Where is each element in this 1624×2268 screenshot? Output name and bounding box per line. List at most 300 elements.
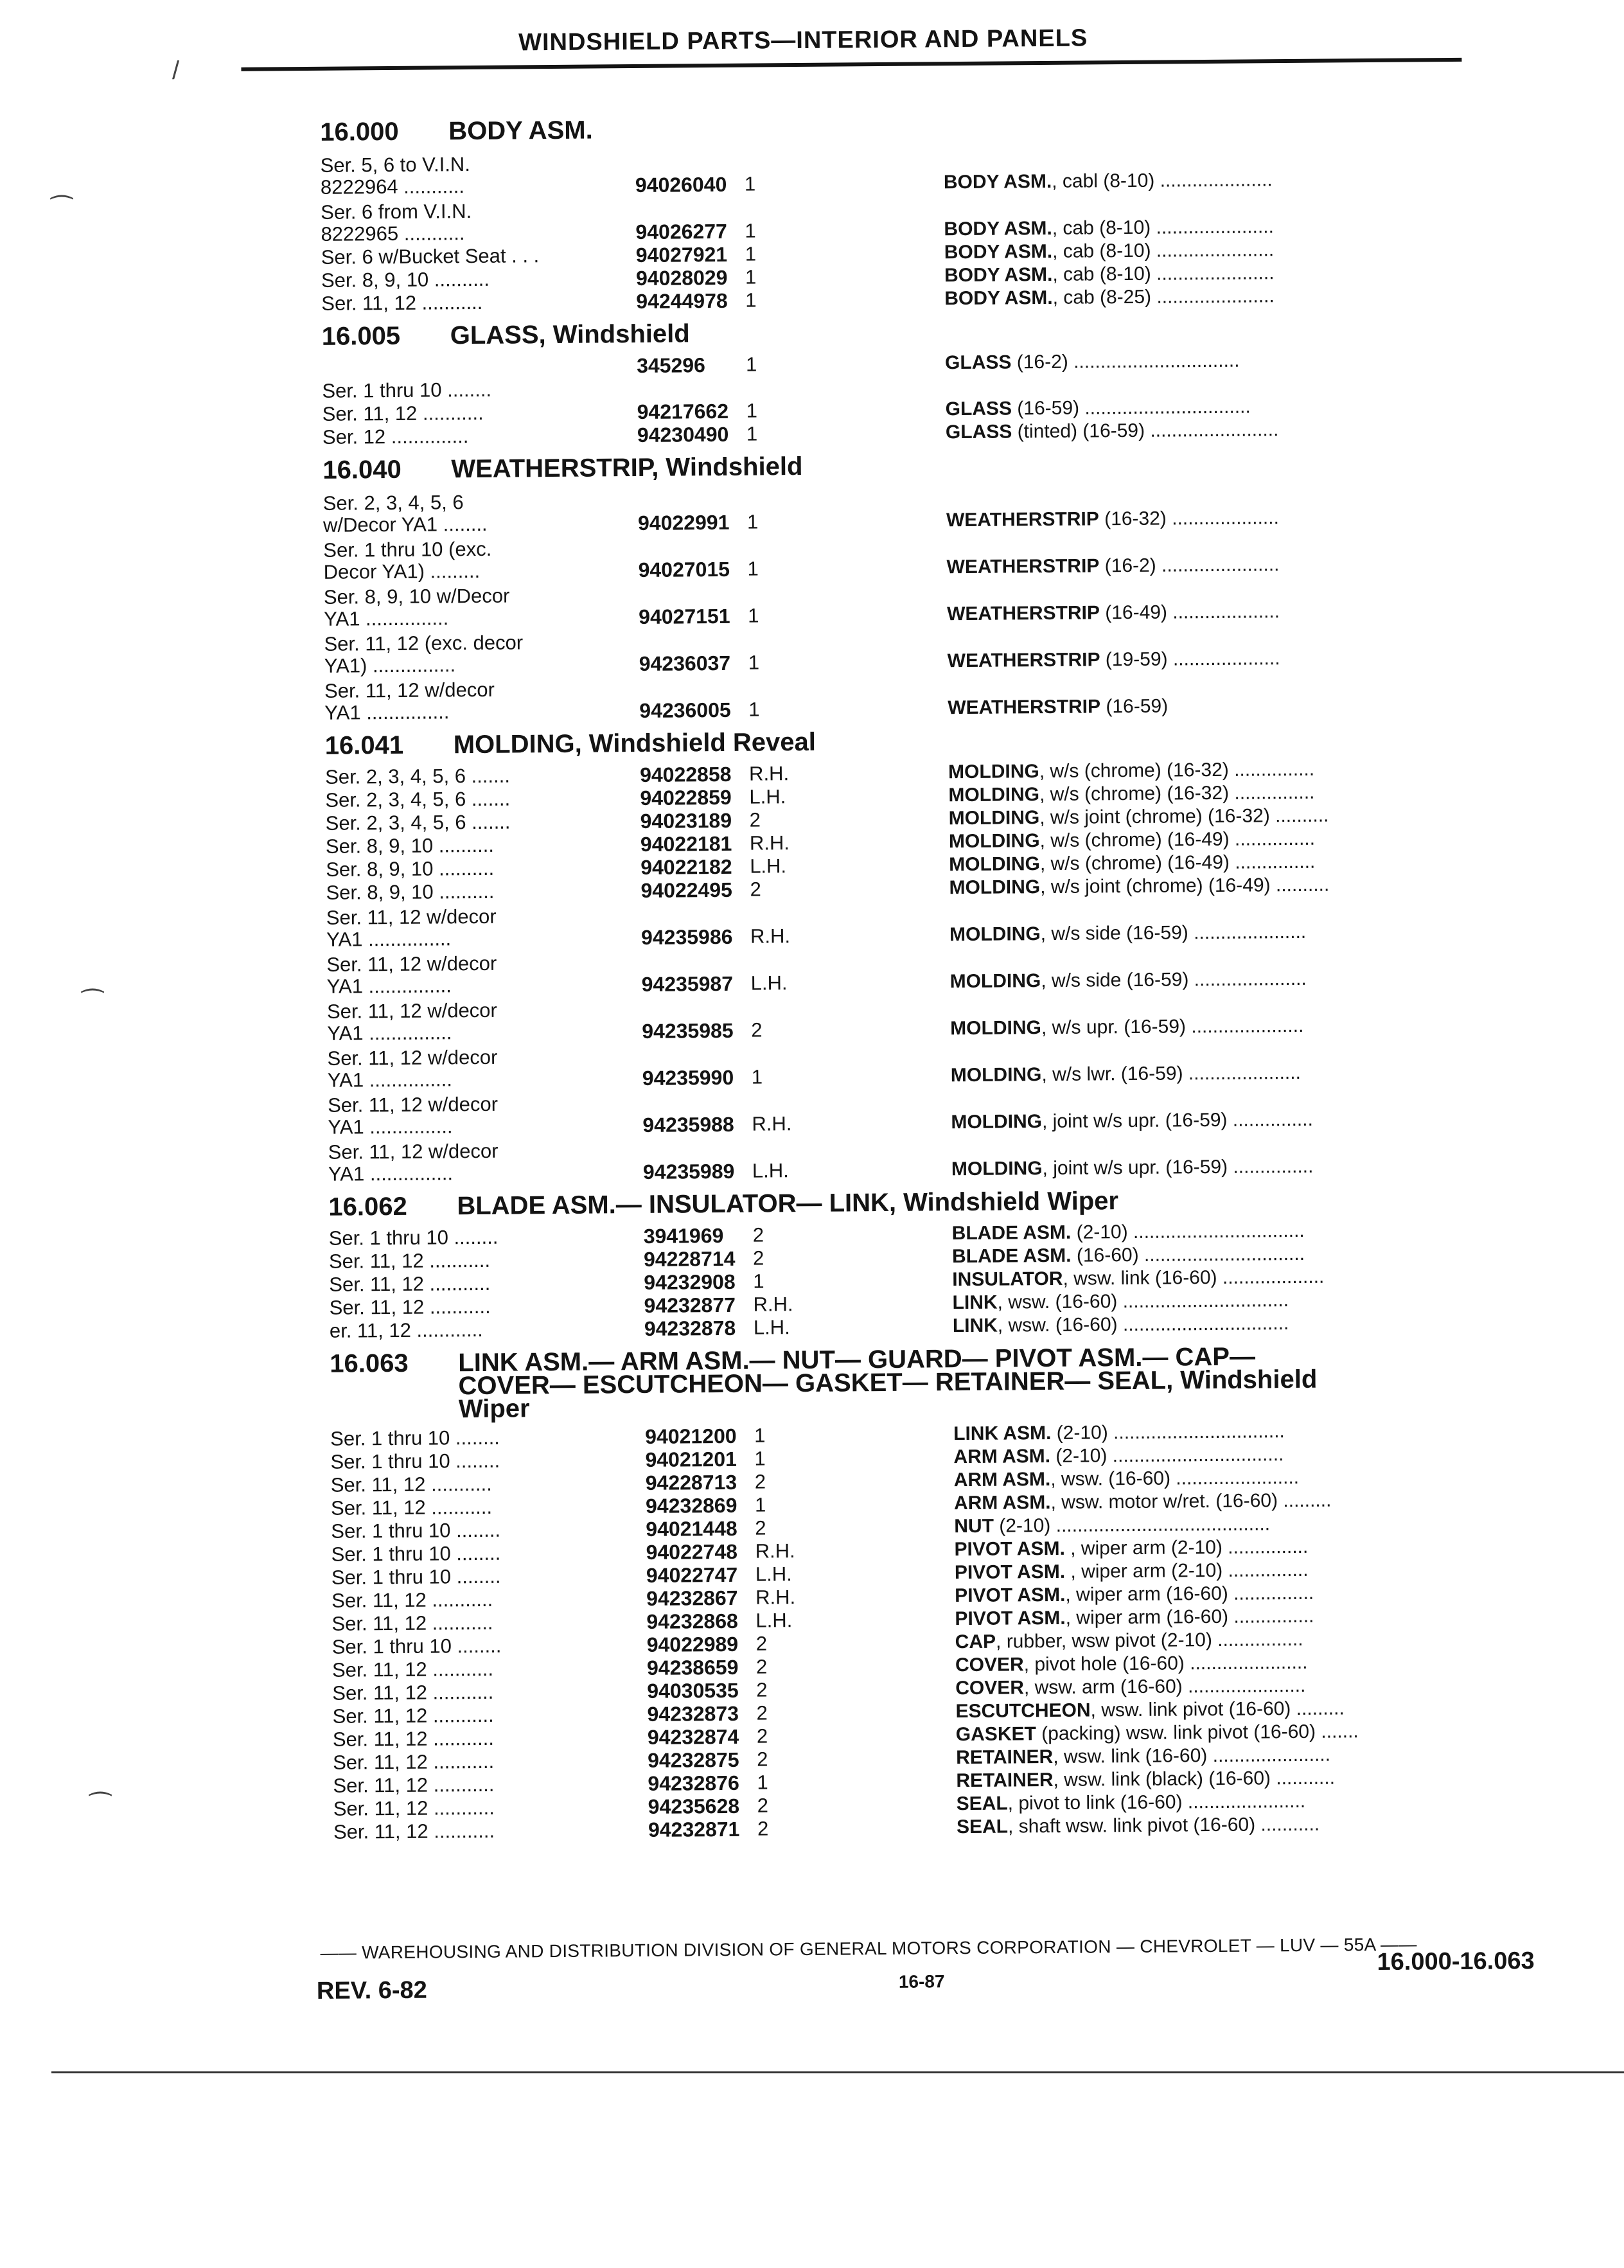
part-name: BLADE ASM. [951, 1221, 1072, 1245]
part-number: 94235989 [642, 1159, 735, 1183]
quantity: 1 [745, 219, 756, 242]
part-description [957, 1812, 1515, 1838]
part-description [946, 394, 1505, 420]
application-condition: Ser. 11, 12 ........... [332, 1680, 494, 1705]
application-condition: Ser. 1 thru 10 ........ [331, 1518, 501, 1543]
application-condition: Ser. 1 thru 10 ........ [322, 378, 492, 402]
table-row [320, 142, 1503, 198]
part-detail: (16-59) ............................... [1011, 396, 1251, 420]
application-condition: er. 11, 12 ............ [329, 1318, 483, 1342]
quantity: 1 [745, 242, 757, 265]
quantity: L.H. [749, 785, 786, 808]
application-condition: Ser. 11, 12 ........... [333, 1819, 495, 1843]
part-number: 94030535 [647, 1678, 739, 1703]
part-number: 94235990 [642, 1065, 734, 1090]
application-condition: Ser. 11, 12 ........... [328, 1248, 491, 1273]
section-heading [325, 722, 1507, 759]
quantity: 2 [749, 808, 761, 831]
table-row [327, 988, 1510, 1044]
part-name: MOLDING [948, 761, 1039, 783]
section-16.041 [325, 722, 1510, 1185]
part-description [946, 417, 1505, 443]
section-number: 16.062 [328, 1192, 407, 1221]
part-number: 94022495 [640, 878, 733, 902]
part-detail: (tinted) (16-59) ........................ [1012, 419, 1279, 443]
part-name: ESCUTCHEON [955, 1699, 1091, 1723]
part-number: 94235988 [642, 1112, 734, 1137]
scan-mark: ⁀ [51, 197, 73, 225]
part-detail: (2-10) ........................................ [993, 1513, 1271, 1537]
application-condition: Ser. 11, 12 w/decor YA1 ............... [326, 952, 497, 998]
quantity: 1 [754, 1447, 766, 1470]
part-description [949, 849, 1508, 876]
application-condition: Ser. 8, 9, 10 .......... [326, 880, 495, 904]
part-description [949, 803, 1508, 829]
part-description [955, 1604, 1514, 1630]
part-detail: (16-59) [1100, 695, 1169, 718]
part-number: 94232871 [648, 1817, 740, 1841]
part-number: 94021201 [645, 1447, 737, 1471]
application-condition: Ser. 11, 12 ........... [333, 1750, 495, 1774]
part-detail: (2-10) ................................ [1051, 1421, 1285, 1444]
part-description [948, 757, 1507, 783]
part-description [955, 1557, 1514, 1584]
part-detail: , w/s lwr. (16-59) ..................... [1041, 1061, 1301, 1086]
quantity: 2 [757, 1748, 768, 1771]
part-detail: , pivot hole (16-60) ...................... [1023, 1651, 1308, 1676]
part-number: 94235985 [642, 1018, 734, 1043]
part-description [956, 1742, 1515, 1769]
part-number: 94022859 [640, 785, 732, 810]
part-description [952, 1288, 1511, 1314]
quantity: L.H. [755, 1563, 792, 1586]
quantity: 1 [757, 1771, 768, 1794]
quantity: R.H. [750, 925, 791, 948]
part-name: BODY ASM. [944, 263, 1053, 287]
part-detail: (packing) wsw. link pivot (16-60) ....... [1036, 1721, 1359, 1745]
part-number: 94023189 [640, 808, 732, 833]
table-row [326, 894, 1509, 950]
part-detail: (16-2) ............................... [1011, 350, 1240, 373]
part-detail: , wsw. (16-60) ............................... [997, 1289, 1289, 1313]
part-description [944, 214, 1503, 240]
application-condition: Ser. 6 from V.I.N. 8222965 ........... [321, 200, 472, 245]
section-16.005 [322, 313, 1505, 448]
part-description [945, 348, 1504, 374]
application-condition: Ser. 2, 3, 4, 5, 6 ....... [325, 810, 511, 835]
part-description [950, 966, 1509, 993]
quantity: 1 [754, 1424, 766, 1447]
application-condition: Ser. 11, 12 w/decor YA1 ............... [324, 678, 495, 724]
part-number: 94232877 [644, 1293, 736, 1317]
quantity: L.H. [750, 855, 787, 878]
section-number: 16.005 [321, 321, 401, 351]
part-description [950, 1013, 1509, 1040]
part-number: 94022747 [646, 1563, 738, 1587]
part-name: BODY ASM. [944, 217, 1052, 240]
footer-revision: REV. 6-82 [316, 1976, 427, 2005]
part-name: RETAINER [956, 1746, 1054, 1769]
part-number: 94232873 [647, 1701, 739, 1726]
application-condition: Ser. 2, 3, 4, 5, 6 w/Decor YA1 ........ [322, 491, 488, 536]
application-condition: Ser. 11, 12 ........... [329, 1295, 491, 1319]
quantity: 2 [754, 1470, 766, 1493]
part-detail: , cabl (8-10) ..................... [1052, 169, 1273, 192]
part-detail: (16-60) .............................. [1071, 1243, 1305, 1266]
quantity: 1 [748, 698, 760, 721]
part-detail: , rubber, wsw pivot (2-10) ................ [995, 1628, 1303, 1652]
part-detail: , wiper arm (2-10) ............... [1064, 1536, 1309, 1559]
application-condition: Ser. 11, 12 ........... [332, 1726, 495, 1751]
part-name: PIVOT ASM. [954, 1537, 1065, 1561]
section-number: 16.040 [322, 455, 402, 484]
application-condition: Ser. 1 thru 10 ........ [331, 1634, 502, 1658]
part-detail: , wsw. (16-60) ....................... [1050, 1466, 1300, 1490]
part-number: 94021200 [645, 1424, 737, 1448]
application-condition: Ser. 11, 12 w/decor YA1 ............... [326, 998, 497, 1045]
part-name: GLASS [945, 398, 1012, 420]
part-number: 94232878 [644, 1316, 736, 1340]
parts-table [325, 756, 1510, 1185]
part-detail: , w/s (chrome) (16-32) ............... [1039, 758, 1315, 783]
application-condition: Ser. 11, 12 ........... [329, 1271, 491, 1296]
part-detail: (19-59) .................... [1100, 648, 1280, 671]
part-detail: , pivot to link (16-60) ...................... [1007, 1790, 1306, 1814]
part-description [946, 505, 1505, 531]
part-number: 94026040 [635, 172, 727, 197]
part-name: GLASS [944, 351, 1012, 374]
parts-table [320, 142, 1503, 314]
part-number: 94232869 [645, 1493, 737, 1518]
part-description [957, 1789, 1515, 1815]
section-title: WEATHERSTRIP, Windshield [451, 452, 803, 484]
part-number: 94238659 [646, 1655, 739, 1679]
part-detail: , wsw. link (16-60) ................... [1063, 1266, 1325, 1289]
part-number: 94236005 [639, 698, 731, 722]
quantity: R.H. [755, 1539, 795, 1563]
part-description [956, 1766, 1515, 1792]
section-16.000 [320, 109, 1503, 314]
part-number: 345296 [636, 353, 706, 377]
scan-mark: / [172, 57, 180, 85]
part-name: WEATHERSTRIP [947, 649, 1100, 672]
part-name: MOLDING [950, 1064, 1042, 1086]
part-name: MOLDING [948, 807, 1040, 829]
part-number: 94027015 [638, 557, 730, 581]
part-description [949, 826, 1508, 853]
quantity: 1 [747, 557, 759, 580]
application-condition: Ser. 1 thru 10 ........ [331, 1541, 501, 1566]
part-number: 94228713 [645, 1470, 737, 1494]
application-condition: Ser. 8, 9, 10 .......... [326, 856, 495, 881]
quantity: 1 [745, 353, 757, 376]
part-description [948, 646, 1506, 672]
part-detail: , shaft wsw. link pivot (16-60) ........... [1007, 1813, 1320, 1838]
quantity: R.H. [748, 762, 790, 785]
application-condition: Ser. 12 .............. [322, 425, 469, 448]
part-detail: , joint w/s upr. (16-59) ............... [1042, 1155, 1314, 1180]
part-number: 94232867 [646, 1586, 738, 1610]
part-name: WEATHERSTRIP [948, 696, 1101, 719]
application-condition: Ser. 11, 12 w/decor YA1 ............... [326, 905, 497, 951]
part-name: GLASS [945, 421, 1012, 443]
section-16.063 [330, 1340, 1515, 1843]
quantity: 2 [756, 1701, 768, 1724]
quantity: R.H. [749, 831, 790, 855]
part-detail: , cab (8-10) ...................... [1052, 262, 1275, 285]
section-title: MOLDING, Windshield Reveal [453, 727, 816, 759]
section-heading [322, 313, 1504, 350]
application-condition: Ser. 11, 12 w/decor YA1 ............... [327, 1092, 499, 1138]
table-row [327, 1035, 1510, 1091]
part-number: 94244978 [636, 288, 728, 314]
application-condition: Ser. 11, 12 ........... [332, 1703, 494, 1728]
application-condition: Ser. 11, 12 w/decor YA1 ............... [327, 1045, 498, 1092]
part-description [948, 780, 1507, 806]
part-detail: , joint w/s upr. (16-59) ............... [1041, 1108, 1313, 1133]
part-number: 94022181 [640, 831, 732, 856]
footer-publisher: —— WAREHOUSING AND DISTRIBUTION DIVISION OF GENERAL MOTORS CORPORATION — CHEVROLET — LUV — 55A —— [320, 1934, 1417, 1963]
part-name: MOLDING [948, 830, 1040, 853]
application-condition: Ser. 1 thru 10 ........ [330, 1426, 500, 1450]
section-heading [322, 447, 1505, 484]
part-name: INSULATOR [952, 1268, 1063, 1291]
part-detail: , wsw. link (black) (16-60) ........... [1053, 1767, 1336, 1791]
part-name: MOLDING [951, 1111, 1043, 1133]
application-condition: Ser. 11, 12 ........... [331, 1611, 493, 1635]
part-detail: , wiper arm (2-10) ............... [1064, 1559, 1309, 1582]
part-name: SEAL [956, 1793, 1008, 1815]
part-number: 94228714 [643, 1246, 736, 1271]
part-name: MOLDING [949, 853, 1041, 876]
part-number: 94235986 [640, 925, 733, 949]
part-detail: , w/s upr. (16-59) ..................... [1041, 1014, 1304, 1039]
application-condition: Ser. 11, 12 ........... [321, 290, 483, 315]
part-description [949, 873, 1508, 899]
part-detail: (16-49) .................... [1099, 601, 1280, 624]
part-description [952, 1218, 1511, 1245]
part-name: MOLDING [949, 970, 1041, 993]
part-detail: , w/s side (16-59) ..................... [1041, 968, 1307, 992]
scan-mark: ⁀ [82, 990, 103, 1018]
bottom-rule [51, 2071, 1624, 2073]
part-description [953, 1311, 1512, 1337]
part-name: NUT [954, 1515, 994, 1537]
part-name: LINK ASM. [953, 1422, 1052, 1445]
part-number: 94232874 [647, 1724, 739, 1749]
part-number: 94022991 [637, 510, 730, 535]
part-detail: , wsw. motor w/ret. (16-60) ......... [1050, 1489, 1332, 1513]
part-detail: (16-32) .................... [1099, 507, 1279, 530]
part-number: 94232876 [648, 1771, 739, 1795]
part-name: PIVOT ASM. [955, 1584, 1066, 1607]
parts-table [323, 480, 1507, 723]
part-detail: , wsw. arm (16-60) ...................... [1023, 1674, 1306, 1699]
part-description [944, 260, 1503, 287]
part-description [949, 919, 1508, 946]
part-number: 94028029 [635, 265, 728, 290]
table-row [321, 189, 1503, 245]
part-detail: , wiper arm (16-60) ............... [1065, 1582, 1314, 1606]
table-row [328, 1129, 1511, 1185]
application-condition: Ser. 11, 12 ........... [322, 401, 484, 425]
part-description [954, 1465, 1513, 1491]
part-name: PIVOT ASM. [955, 1607, 1066, 1630]
quantity: 1 [754, 1493, 766, 1516]
quantity: 2 [756, 1678, 768, 1701]
application-condition: Ser. 11, 12 ........... [330, 1472, 492, 1496]
part-description [946, 552, 1505, 578]
quantity: 2 [755, 1632, 768, 1655]
table-row [326, 941, 1509, 997]
header-rule [241, 58, 1461, 71]
table-row [323, 480, 1506, 536]
part-description [954, 1488, 1513, 1514]
part-name: BLADE ASM. [951, 1245, 1072, 1268]
part-name: COVER [955, 1654, 1024, 1676]
part-detail: , w/s (chrome) (16-49) ............... [1039, 828, 1316, 852]
part-detail: , w/s (chrome) (16-32) ............... [1039, 781, 1315, 806]
section-title: GLASS, Windshield [450, 319, 690, 350]
quantity: 1 [744, 172, 756, 195]
quantity: 2 [756, 1724, 768, 1748]
part-detail: , w/s joint (chrome) (16-49) .......... [1040, 874, 1330, 898]
part-description [944, 237, 1503, 263]
quantity: 2 [750, 878, 761, 901]
part-description [952, 1264, 1511, 1291]
part-description [951, 1060, 1510, 1086]
part-name: ARM ASM. [953, 1491, 1051, 1514]
part-description [951, 1154, 1510, 1180]
quantity: 1 [753, 1270, 764, 1293]
part-name: MOLDING [950, 1017, 1042, 1040]
quantity: 1 [746, 510, 759, 533]
part-name: WEATHERSTRIP [946, 555, 1100, 578]
part-detail: , w/s (chrome) (16-49) ............... [1039, 851, 1316, 875]
parts-table [329, 1217, 1512, 1342]
part-name: MOLDING [951, 1158, 1043, 1180]
quantity: L.H. [752, 1159, 789, 1182]
quantity: R.H. [755, 1586, 796, 1609]
part-number: 94027151 [639, 604, 730, 628]
part-detail: , wiper arm (16-60) ............... [1065, 1605, 1314, 1629]
part-number: 94027921 [635, 242, 728, 267]
part-description [954, 1534, 1513, 1561]
quantity: 2 [752, 1223, 764, 1246]
quantity: 2 [755, 1516, 766, 1539]
part-number: 94236037 [639, 651, 731, 675]
application-condition: Ser. 8, 9, 10 .......... [321, 267, 490, 292]
parts-list [320, 109, 1515, 1850]
application-condition: Ser. 8, 9, 10 w/Decor YA1 ............... [323, 584, 510, 630]
part-detail: (2-10) ................................ [1071, 1219, 1305, 1243]
part-name: GASKET [955, 1723, 1036, 1746]
part-name: PIVOT ASM. [954, 1561, 1066, 1584]
application-condition: Ser. 11, 12 ........... [333, 1773, 495, 1797]
section-title: LINK ASM.— ARM ASM.— NUT— GUARD— PIVOT ASM.— CAP— COVER— ESCUTCHEON— GASKET— RETAINER— SEAL, Windshield Wiper [458, 1342, 1318, 1424]
section-16.062 [328, 1183, 1512, 1342]
part-name: MOLDING [949, 876, 1041, 899]
part-number: 94232908 [644, 1270, 736, 1294]
application-condition: Ser. 1 thru 10 (exc. Decor YA1) ......... [323, 537, 492, 583]
application-condition: Ser. 6 w/Bucket Seat . . . [321, 244, 540, 269]
part-description [953, 1419, 1512, 1445]
parts-table [322, 346, 1505, 448]
application-condition: Ser. 5, 6 to V.I.N. 8222964 ........... [320, 153, 470, 199]
part-name: BODY ASM. [944, 240, 1053, 263]
part-detail: , w/s side (16-59) ..................... [1040, 921, 1307, 945]
part-description [953, 1442, 1512, 1468]
application-condition: Ser. 8, 9, 10 .......... [325, 833, 495, 858]
part-number: 94026277 [635, 219, 727, 244]
part-description [955, 1650, 1514, 1676]
part-name: SEAL [956, 1816, 1009, 1838]
quantity: L.H. [753, 1316, 790, 1339]
part-number: 94230490 [637, 422, 729, 447]
part-name: BODY ASM. [943, 170, 1052, 193]
part-detail: , wsw. (16-60) ............................... [997, 1313, 1289, 1336]
quantity: 2 [751, 1018, 763, 1041]
application-condition: Ser. 11, 12 w/decor YA1 ............... [328, 1139, 499, 1185]
part-number: 94232868 [646, 1609, 738, 1633]
application-condition: Ser. 1 thru 10 ........ [330, 1449, 500, 1473]
part-detail: , wsw. link pivot (16-60) ......... [1090, 1697, 1345, 1721]
part-name: COVER [955, 1677, 1025, 1699]
scan-mark: ⁀ [90, 1793, 111, 1821]
part-detail: , w/s joint (chrome) (16-32) .......... [1039, 804, 1329, 829]
table-row [324, 668, 1507, 723]
part-number: 94235987 [641, 971, 734, 996]
part-name: CAP [955, 1631, 996, 1653]
part-name: MOLDING [948, 784, 1040, 806]
section-heading [320, 109, 1502, 146]
page-number: 16-87 [898, 1971, 945, 1992]
part-description [955, 1581, 1514, 1607]
application-condition: Ser. 11, 12 ........... [330, 1495, 493, 1519]
quantity: 2 [757, 1817, 769, 1840]
quantity: R.H. [752, 1112, 792, 1135]
application-condition: Ser. 11, 12 (exc. decor YA1) ............... [324, 631, 524, 677]
part-detail: (16-2) ...................... [1099, 554, 1280, 577]
application-condition: Ser. 1 thru 10 ........ [331, 1564, 501, 1589]
part-description [951, 1107, 1510, 1133]
part-description [944, 283, 1503, 310]
part-name: RETAINER [956, 1769, 1054, 1792]
quantity: L.H. [750, 971, 788, 995]
quantity: 1 [746, 399, 758, 422]
part-name: WEATHERSTRIP [946, 508, 1099, 531]
application-condition: Ser. 11, 12 ........... [333, 1796, 495, 1820]
part-number: 94232875 [648, 1748, 739, 1772]
part-detail: , wsw. link (16-60) ...................... [1053, 1744, 1331, 1767]
application-condition: Ser. 2, 3, 4, 5, 6 ....... [325, 787, 511, 811]
part-description [954, 1511, 1513, 1537]
part-description [955, 1673, 1514, 1699]
part-description [952, 1241, 1511, 1268]
part-description [955, 1696, 1514, 1723]
quantity: 1 [748, 651, 760, 674]
part-number: 94022182 [640, 855, 732, 879]
part-detail: , cab (8-10) ...................... [1052, 216, 1275, 239]
part-detail: , cab (8-25) ...................... [1052, 285, 1275, 308]
table-row [328, 1082, 1510, 1138]
part-description [956, 1719, 1515, 1746]
parts-table [330, 1417, 1515, 1843]
part-name: ARM ASM. [953, 1468, 1051, 1491]
table-row [324, 621, 1506, 677]
quantity: R.H. [753, 1293, 793, 1316]
part-name: LINK [952, 1291, 998, 1314]
